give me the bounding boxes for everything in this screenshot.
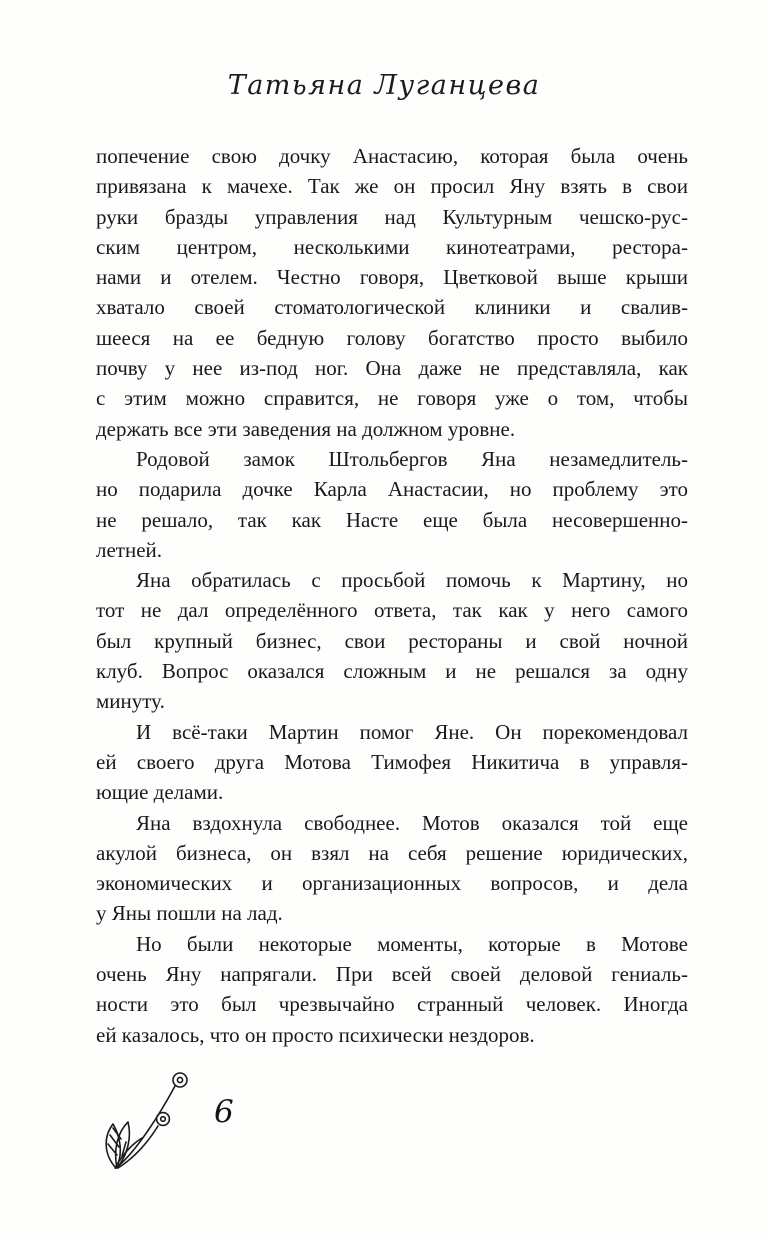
text-line: руки бразды управления над Культурным чешско-рус- <box>96 204 688 229</box>
text-line: ющие делами. <box>96 780 224 805</box>
text-line: но подарила дочке Карла Анастасии, но проблему это <box>96 477 688 502</box>
author-header: Татьяна Луганцева <box>227 70 541 101</box>
page-text <box>96 141 688 1050</box>
text-line: ей своего друга Мотова Тимофея Никитича в управля- <box>96 749 688 774</box>
text-line: почву у нее из-под ног. Она даже не представляла, как <box>96 356 688 381</box>
text-line: тот не дал определённого ответа, так как у него самого <box>96 598 688 623</box>
text-line: очень Яну напрягали. При всей своей деловой гениаль- <box>96 962 688 987</box>
text-line: Но были некоторые моменты, которые в Мотове <box>136 931 688 956</box>
text-line: не решало, так как Насте еще была несовершенно- <box>96 507 688 532</box>
paragraph <box>96 717 688 808</box>
text-line: ности это был чрезвычайно странный человек. Иногда <box>96 992 688 1017</box>
flower-ornament-icon <box>102 1068 202 1170</box>
text-line: клуб. Вопрос оказался сложным и не решался за одну <box>96 659 688 684</box>
text-line: привязана к мачехе. Так же он просил Яну взять в свои <box>96 174 688 199</box>
text-line: летней. <box>96 537 163 562</box>
page-number: 6 <box>214 1094 234 1130</box>
text-line: Яна обратилась с просьбой помочь к Мартину, но <box>136 568 688 593</box>
paragraph <box>96 444 688 565</box>
text-line: у Яны пошли на лад. <box>96 901 283 926</box>
text-line: Яна вздохнула свободнее. Мотов оказался той еще <box>136 810 688 835</box>
text-line: держать все эти заведения на должном уровне. <box>96 416 516 441</box>
text-line: попечение свою дочку Анастасию, которая была очень <box>96 144 688 168</box>
paragraph <box>96 565 688 716</box>
text-line: ей казалось, что он просто психически нездоров. <box>96 1022 535 1047</box>
paragraph <box>96 141 688 444</box>
page-footer <box>102 1068 362 1183</box>
text-line: акулой бизнеса, он взял на себя решение юридических, <box>96 840 688 865</box>
paragraph <box>96 929 688 1050</box>
text-line: шееся на ее бедную голову богатство просто выбило <box>96 325 688 350</box>
text-line: ским центром, несколькими кинотеатрами, рестора- <box>96 234 688 259</box>
paragraph <box>96 808 688 929</box>
text-line: минуту. <box>96 689 165 714</box>
text-line: с этим можно справится, не говоря уже о том, чтобы <box>96 386 688 411</box>
text-line: был крупный бизнес, свои рестораны и свой ночной <box>96 628 688 653</box>
text-line: экономических и организационных вопросов, и дела <box>96 871 688 896</box>
text-line: нами и отелем. Честно говоря, Цветковой выше крыши <box>96 265 688 290</box>
text-line: хватало своей стоматологической клиники и свалив- <box>96 295 688 320</box>
text-line: И всё-таки Мартин помог Яне. Он порекомендовал <box>136 719 688 744</box>
text-line: Родовой замок Штольбергов Яна незамедлитель- <box>136 446 688 471</box>
